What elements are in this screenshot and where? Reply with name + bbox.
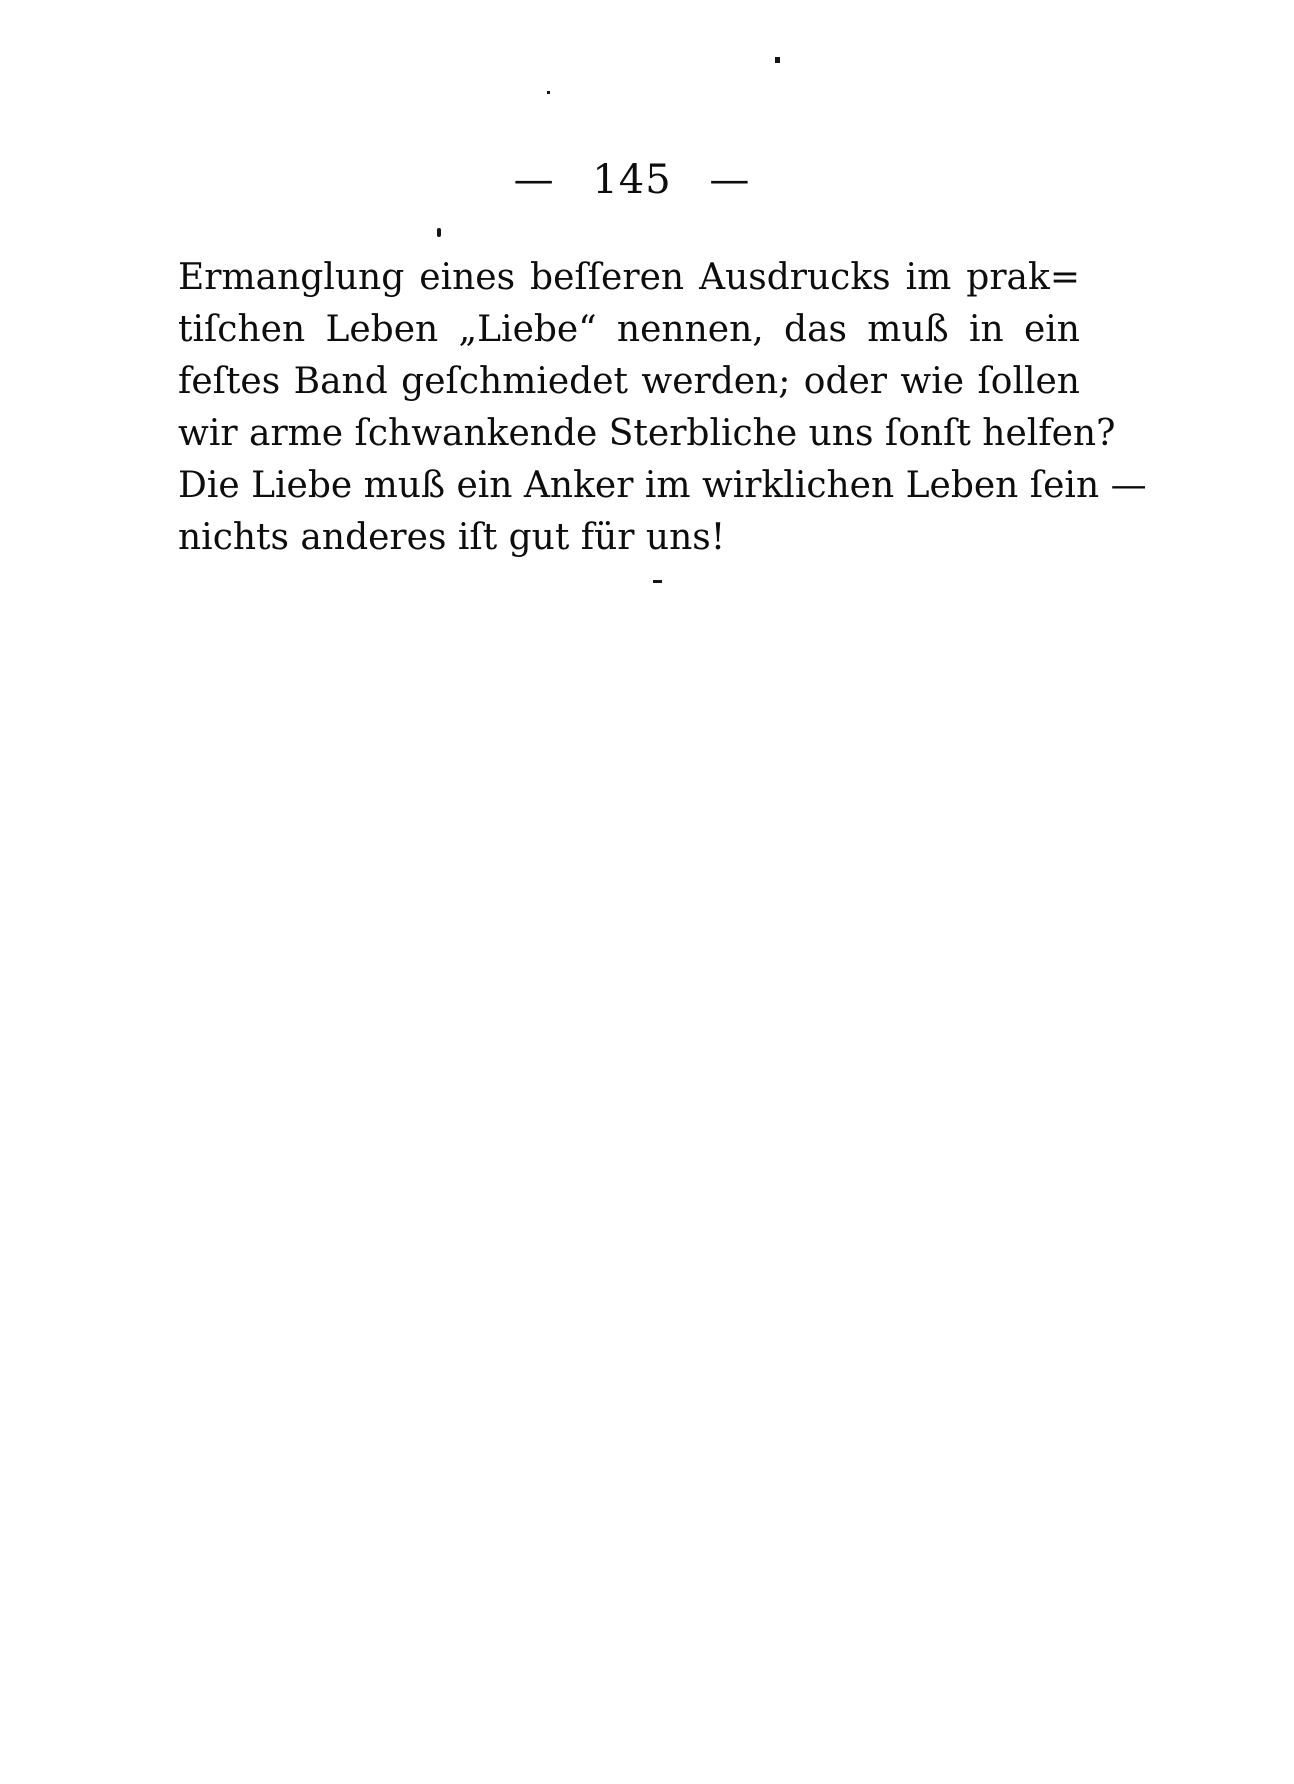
paragraph-line-3: feſtes Band geſchmiedet werden; oder wie ſollen <box>178 361 1080 402</box>
scan-speck <box>547 91 550 94</box>
scan-speck <box>775 57 780 63</box>
scan-speck <box>437 228 441 237</box>
paragraph-line-4: wir arme ſchwankende Sterbliche uns ſonſt helfen? <box>178 413 1116 454</box>
paragraph-line-1: Ermanglung eines beſſeren Ausdrucks im prak= <box>178 257 1080 298</box>
paragraph-line-2: tiſchen Leben „Liebe“ nennen, das muß in ein <box>178 309 1080 350</box>
page-number: — 145 — <box>513 157 751 203</box>
paragraph-line-6: nichts anderes iſt gut für uns! <box>178 517 726 558</box>
paragraph-line-5: Die Liebe muß ein Anker im wirklichen Leben ſein — <box>178 465 1147 506</box>
paragraph <box>178 252 1147 564</box>
scan-speck <box>653 580 662 583</box>
